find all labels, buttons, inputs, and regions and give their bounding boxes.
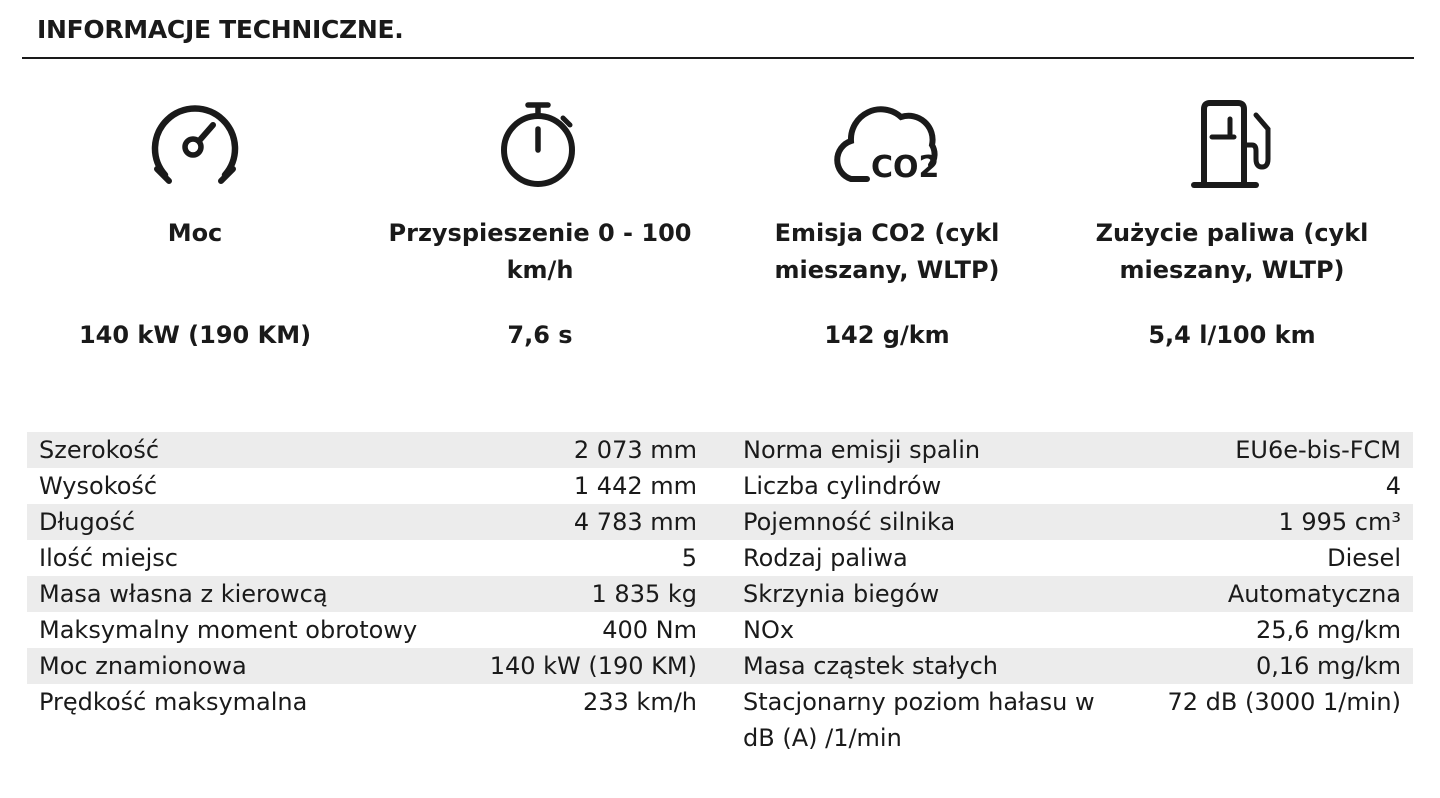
- spec-label: Ilość miejsc: [39, 544, 178, 572]
- spec-label: NOx: [743, 616, 795, 644]
- svg-text:CO2: CO2: [871, 150, 940, 185]
- spec-value: 400 Nm: [602, 616, 697, 644]
- spec-value: 1 442 mm: [573, 472, 697, 500]
- table-row: [27, 468, 1413, 504]
- spec-value: Diesel: [1327, 544, 1401, 572]
- feature-highlights: [0, 95, 1440, 395]
- feature-label: Zużycie paliwa (cykl mieszany, WLTP): [1095, 219, 1369, 284]
- feature-value: 140 kW (190 KM): [78, 321, 312, 349]
- spec-label: Masa cząstek stałych: [743, 652, 999, 680]
- feature-label: Emisja CO2 (cykl mieszany, WLTP): [774, 219, 1000, 284]
- spec-value: 4: [1385, 472, 1401, 500]
- spec-label: Norma emisji spalin: [743, 436, 981, 464]
- spec-label: Prędkość maksymalna: [39, 688, 308, 716]
- fuel-pump-icon: [1067, 95, 1397, 195]
- page-title: INFORMACJE TECHNICZNE.: [37, 15, 404, 44]
- spec-value: EU6e-bis-FCM: [1235, 436, 1401, 464]
- feature-value: 5,4 l/100 km: [1148, 321, 1316, 349]
- table-row: [27, 648, 1413, 684]
- table-row: [27, 540, 1413, 576]
- spec-value: 5: [681, 544, 697, 572]
- title-divider: [22, 57, 1414, 59]
- spec-value: Automatyczna: [1227, 580, 1401, 608]
- spec-value: 2 073 mm: [573, 436, 697, 464]
- spec-value: 140 kW (190 KM): [489, 652, 697, 680]
- spec-label: Pojemność silnika: [743, 508, 956, 536]
- spec-value: 0,16 mg/km: [1255, 652, 1401, 680]
- spec-label: Długość: [39, 508, 136, 536]
- spec-table: [27, 432, 1413, 756]
- feature-value: 142 g/km: [824, 321, 950, 349]
- table-row: [27, 612, 1413, 648]
- spec-label: Liczba cylindrów: [743, 472, 942, 500]
- table-row: [27, 576, 1413, 612]
- spec-label: Masa własna z kierowcą: [39, 580, 328, 608]
- table-row: [27, 684, 1413, 756]
- spec-value: 25,6 mg/km: [1255, 616, 1401, 644]
- spec-value: 1 995 cm³: [1278, 508, 1401, 536]
- spec-value: 233 km/h: [582, 688, 697, 716]
- spec-label: Rodzaj paliwa: [743, 544, 908, 572]
- spec-label: Skrzynia biegów: [743, 580, 940, 608]
- spec-label: Moc znamionowa: [39, 652, 247, 680]
- spec-value: 72 dB (3000 1/min): [1167, 688, 1401, 716]
- table-row: [27, 432, 1413, 468]
- table-row: [27, 504, 1413, 540]
- feature-label: Przyspieszenie 0 - 100 km/h: [388, 219, 692, 284]
- spec-label: Szerokość: [39, 436, 160, 464]
- spec-label: Wysokość: [39, 472, 158, 500]
- feature-value: 7,6 s: [507, 321, 573, 349]
- spec-label: Stacjonarny poziom hałasu w dB (A) /1/min: [743, 688, 1095, 752]
- spec-label: Maksymalny moment obrotowy: [39, 616, 418, 644]
- co2-cloud-icon: [722, 95, 1052, 195]
- speedometer-icon: [30, 95, 360, 195]
- spec-value: 1 835 kg: [591, 580, 697, 608]
- spec-value: 4 783 mm: [573, 508, 697, 536]
- feature-label: Moc: [167, 219, 223, 247]
- stopwatch-icon: [375, 95, 705, 195]
